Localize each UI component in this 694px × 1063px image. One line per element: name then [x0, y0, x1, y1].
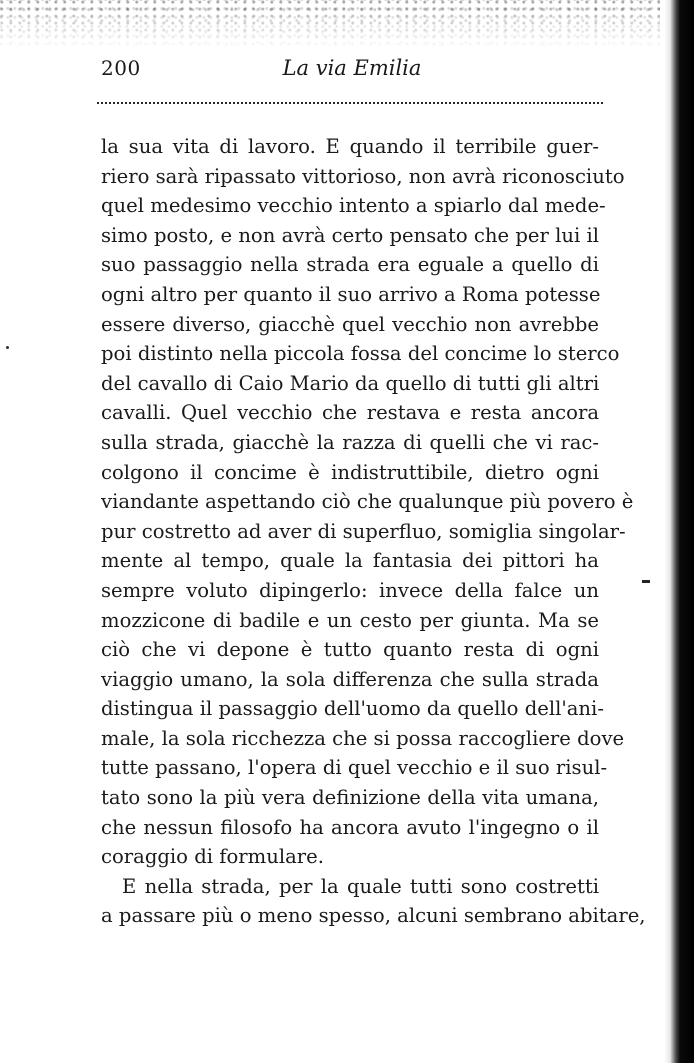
- page-number: 200: [101, 56, 141, 80]
- text-line: distingua il passaggio dell'uomo da quello dell'ani-: [101, 697, 604, 721]
- text-line: del cavallo di Caio Mario da quello di tutti gli altri: [101, 371, 600, 395]
- body-text: [101, 132, 646, 931]
- text-line: riero sarà ripassato vittorioso, non avrà riconosciuto: [101, 164, 625, 188]
- text-line: simo posto, e non avrà certo pensato che per lui il: [101, 223, 599, 247]
- text-line: che nessun filosofo ha ancora avuto l'ingegno o il: [101, 815, 599, 839]
- scan-speckle-noise: [0, 0, 660, 48]
- text-line: E nella strada, per la quale tutti sono costretti: [122, 874, 599, 898]
- text-line: colgono il concime è indistruttibile, dietro ogni: [101, 460, 599, 484]
- running-title: La via Emilia: [282, 56, 422, 80]
- text-line: viaggio umano, la sola differenza che sulla strada: [101, 667, 599, 691]
- text-line: mozzicone di badile e un cesto per giunta. Ma se: [101, 608, 599, 632]
- text-line: mente al tempo, quale la fantasia dei pittori ha: [101, 549, 599, 573]
- paragraph: [101, 872, 646, 931]
- paragraph: [101, 132, 634, 872]
- text-line: tato sono la più vera definizione della vita umana,: [101, 786, 599, 810]
- margin-dot: [6, 346, 9, 349]
- text-line: la sua vita di lavoro. E quando il terribile guer-: [101, 135, 599, 158]
- text-line: ogni altro per quanto il suo arrivo a Roma potesse: [101, 282, 601, 306]
- text-line: male, la sola ricchezza che si possa raccogliere dove: [101, 726, 625, 750]
- text-line: ciò che vi depone è tutto quanto resta di ogni: [101, 638, 599, 662]
- text-line: suo passaggio nella strada era eguale a quello di: [101, 253, 599, 277]
- text-line: pur costretto ad aver di superfluo, somiglia singolar-: [101, 519, 626, 543]
- text-line: coraggio di formulare.: [101, 845, 324, 869]
- text-line: tutte passano, l'opera di quel vecchio e il suo risul-: [101, 756, 608, 780]
- book-spine-shadow: [664, 0, 694, 1063]
- margin-mark: [642, 580, 650, 583]
- text-line: cavalli. Quel vecchio che restava e resta ancora: [101, 401, 599, 425]
- text-line: quel medesimo vecchio intento a spiarlo dal mede-: [101, 194, 606, 218]
- text-line: sempre voluto dipingerlo: invece della falce un: [101, 578, 599, 602]
- text-line: essere diverso, giacchè quel vecchio non avrebbe: [101, 312, 599, 336]
- page-header: [101, 56, 603, 86]
- text-line: a passare più o meno spesso, alcuni sembrano abitare,: [101, 904, 646, 928]
- text-line: poi distinto nella piccola fossa del concime lo sterco: [101, 342, 620, 366]
- text-line: sulla strada, giacchè la razza di quelli che vi rac-: [101, 430, 599, 454]
- text-line: viandante aspettando ciò che qualunque più povero è: [101, 490, 634, 514]
- header-rule: [97, 102, 603, 104]
